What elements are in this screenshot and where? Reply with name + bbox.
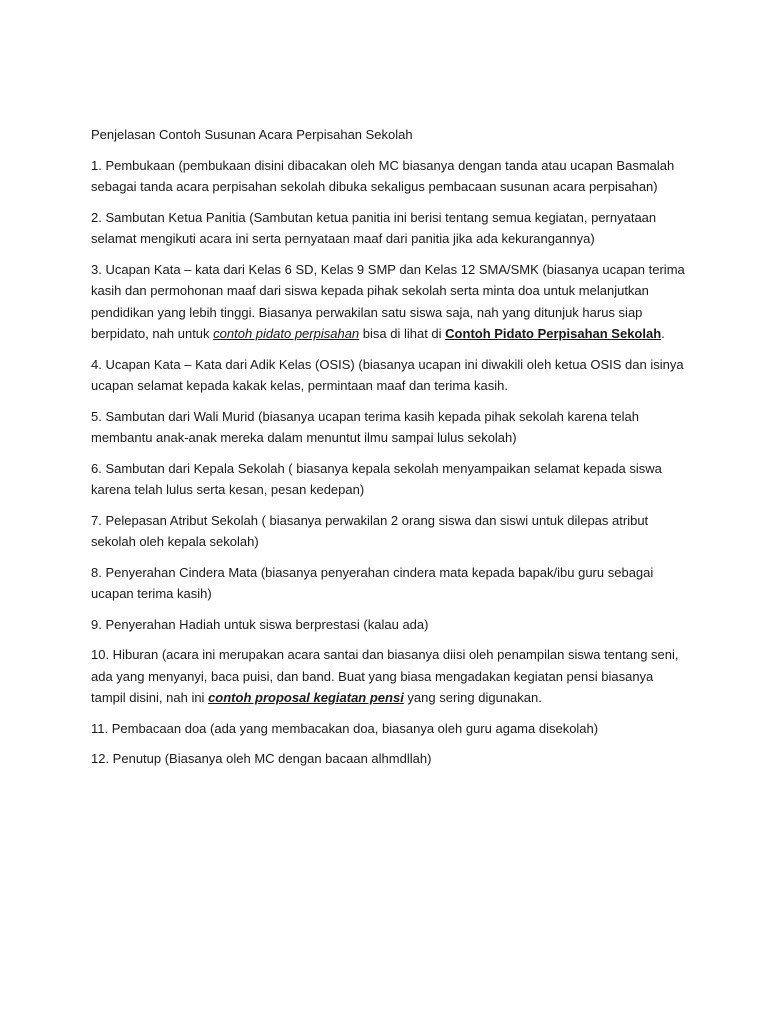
- list-item: [91, 644, 691, 709]
- list-item-text: bisa di lihat di: [359, 326, 446, 341]
- list-item: 6. Sambutan dari Kepala Sekolah ( biasanya kepala sekolah menyampaikan selamat kepada siswa karena telah lulus serta kesan, pesan kedepan): [91, 460, 662, 497]
- contoh-proposal-kegiatan-pensi-link[interactable]: contoh proposal kegiatan pensi: [208, 690, 404, 705]
- document-title: Penjelasan Contoh Susunan Acara Perpisahan Sekolah: [91, 127, 413, 142]
- list-item-text: 3. Ucapan Kata – kata dari Kelas 6 SD, Kelas 9 SMP dan Kelas 12 SMA/SMK (biasanya ucapan terima kasih dan permohonan maaf dari siswa kepada pihak sekolah serta minta doa untuk melanjutkan pendidikan yang lebih tinggi. Biasanya perwakilan satu siswa saja, nah yang ditunjuk harus siap berpidato, nah untuk: [91, 261, 685, 341]
- list-item: [91, 259, 691, 345]
- list-item: 12. Penutup (Biasanya oleh MC dengan bacaan alhmdllah): [91, 751, 432, 766]
- list-item: 2. Sambutan Ketua Panitia (Sambutan ketua panitia ini berisi tentang semua kegiatan, pernyataan selamat mengikuti acara ini serta pernyataan maaf dari panitia jika ada kekurangannya): [91, 209, 657, 246]
- list-item-text: .: [661, 326, 665, 341]
- contoh-pidato-perpisahan-link[interactable]: contoh pidato perpisahan: [213, 326, 360, 341]
- list-item: 4. Ucapan Kata – Kata dari Adik Kelas (OSIS) (biasanya ucapan ini diwakili oleh ketua OSIS dan isinya ucapan selamat kepada kakak kelas, permintaan maaf dan terima kasih.: [91, 356, 684, 393]
- list-item: 11. Pembacaan doa (ada yang membacakan doa, biasanya oleh guru agama disekolah): [91, 720, 599, 736]
- list-item-text: 10. Hiburan (acara ini merupakan acara santai dan biasanya diisi oleh penampilan siswa tentang seni, ada yang menyanyi, baca puisi, dan band. Buat yang biasa mengadakan kegiatan pensi biasanya tampil disini, nah ini: [91, 647, 679, 705]
- contoh-pidato-perpisahan-sekolah-link[interactable]: Contoh Pidato Perpisahan Sekolah: [445, 326, 662, 341]
- document-page: [91, 124, 691, 779]
- list-item: 9. Penyerahan Hadiah untuk siswa berprestasi (kalau ada): [91, 616, 429, 632]
- list-item: 7. Pelepasan Atribut Sekolah ( biasanya perwakilan 2 orang siswa dan siswi untuk dilepas atribut sekolah oleh kepala sekolah): [91, 512, 649, 549]
- list-item: 1. Pembukaan (pembukaan disini dibacakan oleh MC biasanya dengan tanda atau ucapan Basmalah sebagai tanda acara perpisahan sekolah dibuka sekaligus pembacaan susunan acara perpisahan): [91, 157, 675, 194]
- list-item-text: yang sering digunakan.: [403, 690, 542, 705]
- list-item: 5. Sambutan dari Wali Murid (biasanya ucapan terima kasih kepada pihak sekolah karena telah membantu anak-anak mereka dalam menuntut ilmu sampai lulus sekolah): [91, 408, 639, 445]
- list-item: 8. Penyerahan Cindera Mata (biasanya penyerahan cindera mata kepada bapak/ibu guru sebagai ucapan terima kasih): [91, 564, 654, 601]
